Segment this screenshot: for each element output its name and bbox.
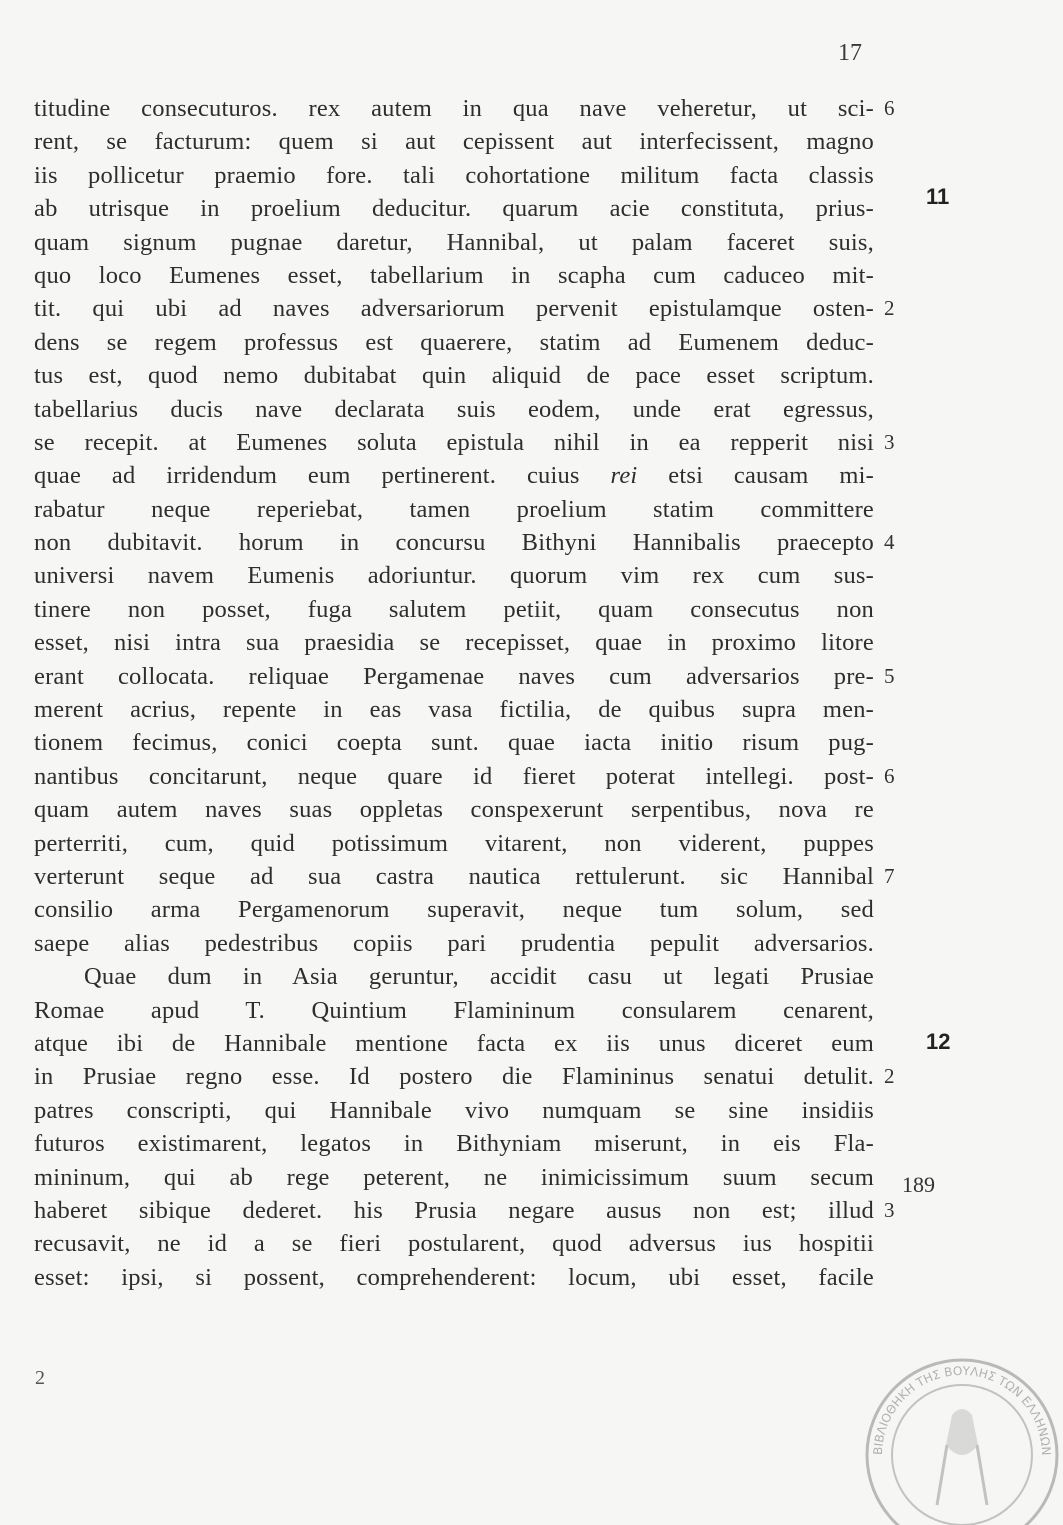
- text-line: [34, 827, 880, 860]
- text-line-content: [34, 459, 874, 492]
- text-line-content: saepe alias pedestribus copiis pari prudentia pepulit adversarios.: [34, 929, 874, 957]
- text-line-content: quam signum pugnae daretur, Hannibal, ut palam faceret suis,: [34, 228, 874, 256]
- chapter-number-11: 11: [926, 184, 950, 209]
- text-line: [34, 1094, 880, 1127]
- text-line-content: esset, nisi intra sua praesidia se recepisset, quae in proximo litore: [34, 629, 874, 657]
- text-line-content: tinere non posset, fuga salutem petiit, quam consecutus non: [34, 595, 874, 623]
- text-line-content: ab utrisque in proelium deducitur. quarum acie constituta, prius-: [34, 195, 874, 223]
- text-line-content: quam autem naves suas oppletas conspexerunt serpentibus, nova re: [34, 796, 874, 824]
- text-line: [34, 1194, 895, 1227]
- text-line-content: quo loco Eumenes esset, tabellarium in scapha cum caduceo mit-: [34, 261, 874, 289]
- text-line-content: haberet sibique dederet. his Prusia negare ausus non est; illud: [34, 1196, 874, 1224]
- text-line: [34, 593, 880, 626]
- text-line-content: iis pollicetur praemio fore. tali cohortatione militum facta classis: [34, 161, 874, 189]
- text-line: [34, 693, 880, 726]
- section-number: 6: [884, 763, 895, 788]
- text-line: [34, 259, 880, 292]
- margin-year-189: 189: [902, 1172, 935, 1197]
- text-line-content: titudine consecuturos. rex autem in qua nave veheretur, ut sci-: [34, 95, 874, 122]
- section-number: 4: [884, 530, 895, 555]
- text-line-content: recusavit, ne id a se fieri postularent, quod adversus ius hospitii: [34, 1230, 874, 1258]
- latin-text-block: [34, 92, 895, 1294]
- text-line: [34, 1027, 880, 1060]
- text-line-content: esset: ipsi, si possent, comprehenderent: locum, ubi esset, facile: [34, 1263, 874, 1291]
- text-line-content: universi navem Eumenis adoriuntur. quorum vim rex cum sus-: [34, 562, 874, 590]
- text-line-content: merent acrius, repente in eas vasa fictilia, de quibus supra men-: [34, 696, 874, 724]
- text-line: [34, 559, 880, 592]
- text-line-content: nantibus concitarunt, neque quare id fieret poterat intellegi. post-: [34, 762, 874, 790]
- stamp-text: ΒΙΒΛΙΟΘΗΚΗ ΤΗΣ ΒΟΥΛΗΣ ΤΩΝ ΕΛΛΗΝΩΝ: [870, 1363, 1054, 1456]
- text-line-content: non dubitavit. horum in concursu Bithyni Hannibalis praecepto: [34, 529, 874, 557]
- text-line: [34, 526, 895, 559]
- signature-mark: 2: [35, 1367, 45, 1389]
- section-number: 2: [884, 1064, 895, 1089]
- text-line-content: Quae dum in Asia geruntur, accidit casu ut legati Prusiae: [84, 963, 874, 991]
- section-number: 3: [884, 1197, 895, 1222]
- text-line-content: in Prusiae regno esse. Id postero die Flamininus senatui detulit.: [34, 1063, 874, 1091]
- text-line-content: atque ibi de Hannibale mentione facta ex iis unus diceret eum: [34, 1029, 874, 1057]
- text-line-content: Romae apud T. Quintium Flamininum consularem cenarent,: [34, 996, 874, 1024]
- text-line: [34, 760, 895, 793]
- text-line: [34, 960, 880, 993]
- text-line: [34, 226, 880, 259]
- section-number: 2: [884, 296, 895, 321]
- text-line-content: tionem fecimus, conici coepta sunt. quae iacta initio risum pug-: [34, 729, 874, 757]
- text-line-content: erant collocata. reliquae Pergamenae naves cum adversarios pre-: [34, 662, 874, 690]
- page-number: 17: [838, 40, 862, 66]
- text-line-content: rabatur neque reperiebat, tamen proelium statim committere: [34, 495, 874, 523]
- text-line-content: mininum, qui ab rege peterent, ne inimicissimum suum secum: [34, 1163, 874, 1191]
- text-line-content: tit. qui ubi ad naves adversariorum pervenit epistulamque osten-: [34, 295, 874, 323]
- text-line: [34, 92, 895, 125]
- text-line: [34, 359, 880, 392]
- text-line: [34, 1161, 880, 1194]
- text-line: [34, 1060, 895, 1093]
- text-line-content: futuros existimarent, legatos in Bithyniam miserunt, in eis Fla-: [34, 1130, 874, 1158]
- text-line: [34, 125, 880, 158]
- text-line-content: perterriti, cum, quid potissimum vitarent, non viderent, puppes: [34, 829, 874, 857]
- text-line-content: tus est, quod nemo dubitabat quin aliquid de pace esset scriptum.: [34, 362, 874, 390]
- text-line: [34, 1261, 880, 1294]
- text-segment: etsi causam mi-: [668, 462, 874, 490]
- text-line: [34, 893, 880, 926]
- text-line: [34, 326, 880, 359]
- text-line: [34, 793, 880, 826]
- text-line: [34, 159, 880, 192]
- text-line-content: dens se regem professus est quaerere, statim ad Eumenem deduc-: [34, 328, 874, 356]
- text-line-content: rent, se facturum: quem si aut cepissent aut interfecissent, magno: [34, 128, 874, 156]
- section-number: 6: [884, 96, 895, 120]
- text-line: [34, 660, 895, 693]
- text-line: [34, 192, 880, 225]
- text-line: [34, 393, 880, 426]
- section-number: 5: [884, 663, 895, 688]
- library-stamp: [852, 1345, 1063, 1525]
- text-line-content: verterunt seque ad sua castra nautica rettulerunt. sic Hannibal: [34, 862, 874, 890]
- chapter-number-12: 12: [926, 1029, 951, 1054]
- text-line: [34, 1227, 880, 1260]
- text-line: [34, 1127, 880, 1160]
- section-number: 7: [884, 863, 895, 888]
- text-line-content: se recepit. at Eumenes soluta epistula nihil in ea repperit nisi: [34, 428, 874, 456]
- text-line: [34, 459, 880, 492]
- section-number: 3: [884, 429, 895, 454]
- text-segment: quae ad irridendum eum pertinerent. cuius: [34, 462, 580, 490]
- text-line: [34, 292, 895, 325]
- text-line: [34, 860, 895, 893]
- text-line: [34, 626, 880, 659]
- text-line: [34, 927, 880, 960]
- text-line-content: consilio arma Pergamenorum superavit, neque tum solum, sed: [34, 896, 874, 924]
- text-line: [34, 426, 895, 459]
- italic-word: rei: [610, 462, 638, 490]
- text-line: [34, 994, 880, 1027]
- text-line: [34, 726, 880, 759]
- text-line-content: patres conscripti, qui Hannibale vivo numquam se sine insidiis: [34, 1096, 874, 1124]
- text-line: [34, 493, 880, 526]
- text-line-content: tabellarius ducis nave declarata suis eodem, unde erat egressus,: [34, 395, 874, 423]
